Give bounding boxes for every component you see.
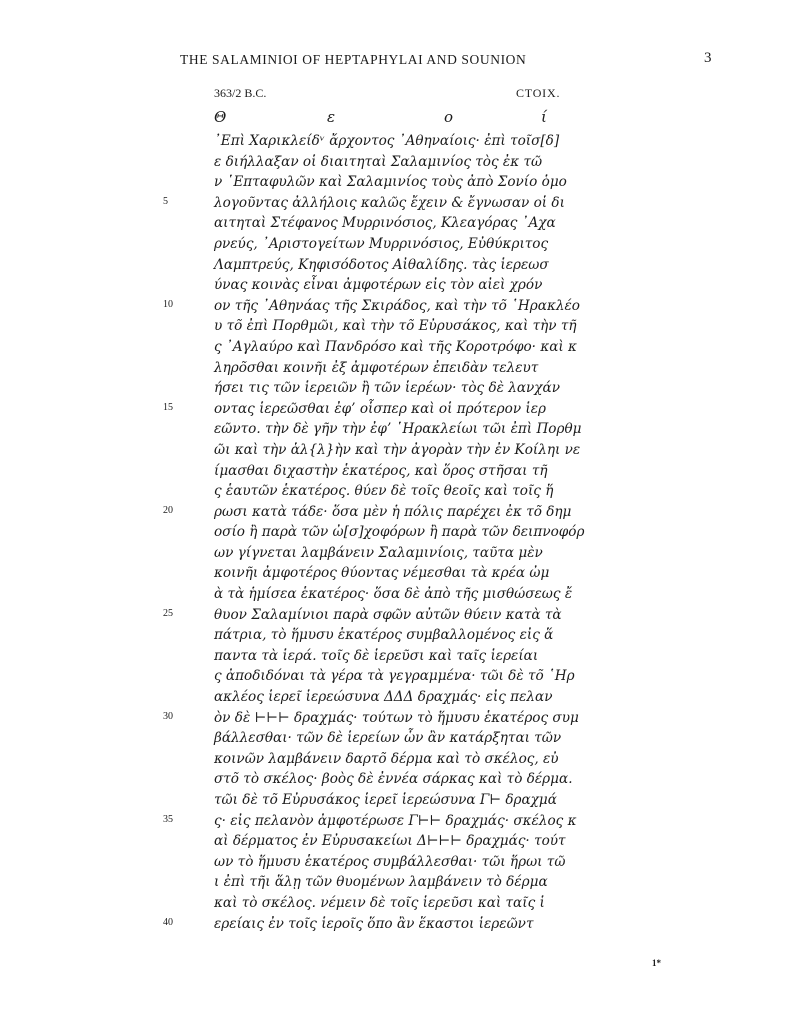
line-number: 30	[163, 710, 173, 722]
line-text: Λαμπτρεύς, Κηφισόδοτος Αἰθαλίδης. τὰς ἱερεωσ	[214, 256, 549, 273]
line-text: ς ᾿Αγλαύρο καὶ Πανδρόσο καὶ τῆς Κοροτρόφο· καὶ κ	[214, 338, 577, 355]
line-text: ακλέος ἱερεῖ ἱερεώσυνα ΔΔΔ δραχμάς· εἰς πελαν	[214, 689, 553, 706]
line-number: 10	[163, 298, 173, 310]
text-line	[0, 811, 801, 832]
text-line	[0, 255, 801, 276]
text-line	[0, 728, 801, 749]
stoichedon-label: CTOIX.	[516, 86, 561, 100]
line-text: θυον Σαλαμίνιοι παρὰ σφῶν αὐτῶν θύειν κατὰ τὰ	[214, 606, 562, 623]
line-text: ων τὸ ἥμυσυ ἑκατέρος συμβάλλεσθαι· τῶι ἥρωι τῶ	[214, 853, 566, 870]
inscription-date: 363/2 B.C.	[214, 86, 267, 100]
line-number: 35	[163, 813, 173, 825]
line-text: οντας ἱερεῶσθαι ἐφ’ οἷσπερ καὶ οἱ πρότερον ἱερ	[214, 400, 547, 417]
line-text: ι ἐπὶ τῆι ἅλῃ τῶν θυομένων λαμβάνειν τὸ δέρμα	[214, 874, 548, 891]
signature-mark: 1*	[652, 958, 661, 968]
line-text: αιτηταὶ Στέφανος Μυρρινόσιος, Κλεαγόρας ᾿Αχα	[214, 215, 556, 232]
inscription-heading	[214, 108, 548, 130]
text-line	[0, 296, 801, 317]
line-number: 40	[163, 916, 173, 928]
running-head: THE SALAMINIOI OF HEPTAPHYLAI AND SOUNION	[180, 52, 527, 67]
line-text: ρνεύς, ᾿Αριστογείτων Μυρρινόσιος, Εὐθύκριτος	[214, 235, 549, 252]
line-text: ς ἑαυτῶν ἑκατέρος. θύεν δὲ τοῖς θεοῖς καὶ τοῖς ἥ	[214, 483, 554, 500]
line-text: ον τῆς ᾿Αθηνάας τῆς Σκιράδος, καὶ τὴν τõ ῾Ηρακλέο	[214, 297, 580, 314]
text-line	[0, 440, 801, 461]
line-text: ς· εἰς πελανὸν ἀμφοτέρωσε Γ⊢⊢ δραχμάς· σκέλος κ	[214, 812, 577, 829]
line-text: στõ τὸ σκέλος· βοὸς δὲ ἐννέα σάρκας καὶ τὸ δέρμα.	[214, 771, 573, 788]
text-line	[0, 687, 801, 708]
text-line	[0, 234, 801, 255]
line-text: παντα τὰ ἱερά. τοῖς δὲ ἱερεῦσι καὶ ταῖς ἱερείαι	[214, 647, 539, 664]
line-number: 5	[163, 195, 168, 207]
text-line	[0, 708, 801, 729]
text-line	[0, 275, 801, 296]
line-text: ῶι καὶ τὴν ἁλ{λ}ὴν καὶ τὴν ἀγορὰν τὴν ἐν Κοίληι νε	[214, 441, 581, 458]
line-text: ήσει τις τῶν ἱερειῶν ἢ τῶν ἱερέων· τὸς δὲ λανχάν	[214, 380, 560, 397]
text-line	[0, 769, 801, 790]
text-line	[0, 502, 801, 523]
text-line	[0, 172, 801, 193]
text-line	[0, 790, 801, 811]
text-line	[0, 522, 801, 543]
heading-letter: Θ	[214, 108, 227, 126]
heading-letter: ί	[541, 108, 547, 126]
text-line	[0, 872, 801, 893]
text-line	[0, 337, 801, 358]
text-line	[0, 131, 801, 152]
line-text: ν ῾Επταφυλῶν καὶ Σαλαμινίος τοὺς ἀπὸ Σονίο ὁμο	[214, 174, 567, 191]
text-line	[0, 419, 801, 440]
line-text: ερείαις ἐν τοῖς ἱεροῖς ὅπο ἂν ἕκαστοι ἱερεῶντ	[214, 915, 534, 932]
line-text: πάτρια, τὸ ἥμυσυ ἑκατέρος συμβαλλομένος εἰς ἅ	[214, 627, 554, 644]
line-text: ύνας κοινὰς εἶναι ἀμφοτέρων εἰς τὸν αἰεὶ χρόν	[214, 277, 543, 294]
inscription-text	[0, 131, 801, 934]
line-text: εῶντο. τὴν δὲ γῆν τὴν ἐφ’ ῾Ηρακλείωι τῶι ἐπὶ Πορθμ	[214, 421, 582, 438]
text-line	[0, 481, 801, 502]
page-number: 3	[704, 50, 712, 66]
heading-letter: ο	[444, 108, 454, 126]
text-line	[0, 378, 801, 399]
line-text: ληρõσθαι κοινῆι ἐξ ἀμφοτέρων ἐπειδὰν τελευτ	[214, 359, 539, 376]
text-line	[0, 666, 801, 687]
line-text: κοινῆι ἀμφοτέρος θύοντας νέμεσθαι τὰ κρέα ὠμ	[214, 565, 550, 582]
text-line	[0, 358, 801, 379]
line-text: ων γίγνεται λαμβάνειν Σαλαμινίοις, ταῦτα μὲν	[214, 544, 543, 561]
line-number: 25	[163, 607, 173, 619]
line-number: 20	[163, 504, 173, 516]
text-line	[0, 543, 801, 564]
line-text: ᾿Επὶ Χαρικλείδᵛ ἄρχοντος ᾿Αθηναίοις· ἐπὶ τοῖσ[δ]	[214, 133, 560, 149]
text-line	[0, 914, 801, 935]
text-line	[0, 625, 801, 646]
line-text: κοινῶν λαμβάνειν δαρτõ δέρμα καὶ τὸ σκέλος, εὐ	[214, 750, 559, 767]
text-line	[0, 152, 801, 173]
line-text: υ τõ ἐπὶ Πορθμῶι, καὶ τὴν τõ Εὐρυσάκος, καὶ τὴν τῆ	[214, 318, 577, 335]
text-line	[0, 584, 801, 605]
text-line	[0, 461, 801, 482]
line-text: ίμασθαι διχαστὴν ἑκατέρος, καὶ ὅρος στῆσαι τῆ	[214, 462, 548, 479]
text-line	[0, 749, 801, 770]
line-number: 15	[163, 401, 173, 413]
line-text: αὶ δέρματος ἐν Εὐρυσακείωι Δ⊢⊢⊢ δραχμάς· τούτ	[214, 833, 566, 850]
text-line	[0, 605, 801, 626]
line-text: βάλλεσθαι· τῶν δὲ ἱερείων ὧν ἂν κατάρξηται τῶν	[214, 730, 562, 747]
line-text: ε διήλλαξαν οἱ διαιτηταὶ Σαλαμινίος τὸς ἐκ τῶ	[214, 153, 543, 170]
line-text: τῶι δὲ τõ Εὐρυσάκος ἱερεῖ ἱερεώσυνα Γ⊢ δραχμά	[214, 792, 557, 808]
line-text: ὰ τὰ ἡμίσεα ἑκατέρος· ὅσα δὲ ἀπὸ τῆς μισθώσεως ἔ	[214, 586, 573, 603]
line-text: λογοῦντας ἀλλήλοις καλῶς ἔχειν & ἔγνωσαν οἱ δι	[214, 194, 565, 211]
text-line	[0, 831, 801, 852]
line-text: οσίο ἢ παρὰ τῶν ὠ[σ]χοφόρων ἢ παρὰ τῶν δειπνοφόρ	[214, 524, 585, 541]
line-text: ς ἀποδιδόναι τὰ γέρα τὰ γεγραμμένα· τῶι δὲ τõ ῾Ηρ	[214, 668, 575, 685]
text-line	[0, 563, 801, 584]
line-text: ὸν δὲ ⊢⊢⊢ δραχμάς· τούτων τὸ ἥμυσυ ἑκατέρος συμ	[214, 709, 579, 726]
text-line	[0, 193, 801, 214]
line-text: ρωσι κατὰ τάδε· ὅσα μὲν ἡ πόλις παρέχει ἐκ τõ δημ	[214, 503, 572, 520]
text-line	[0, 646, 801, 667]
line-text: καὶ τὸ σκέλος. νέμειν δὲ τοῖς ἱερεῦσι καὶ ταῖς ἱ	[214, 894, 545, 911]
text-line	[0, 852, 801, 873]
text-line	[0, 213, 801, 234]
text-line	[0, 893, 801, 914]
text-line	[0, 399, 801, 420]
text-line	[0, 316, 801, 337]
heading-letter: ε	[327, 108, 336, 126]
